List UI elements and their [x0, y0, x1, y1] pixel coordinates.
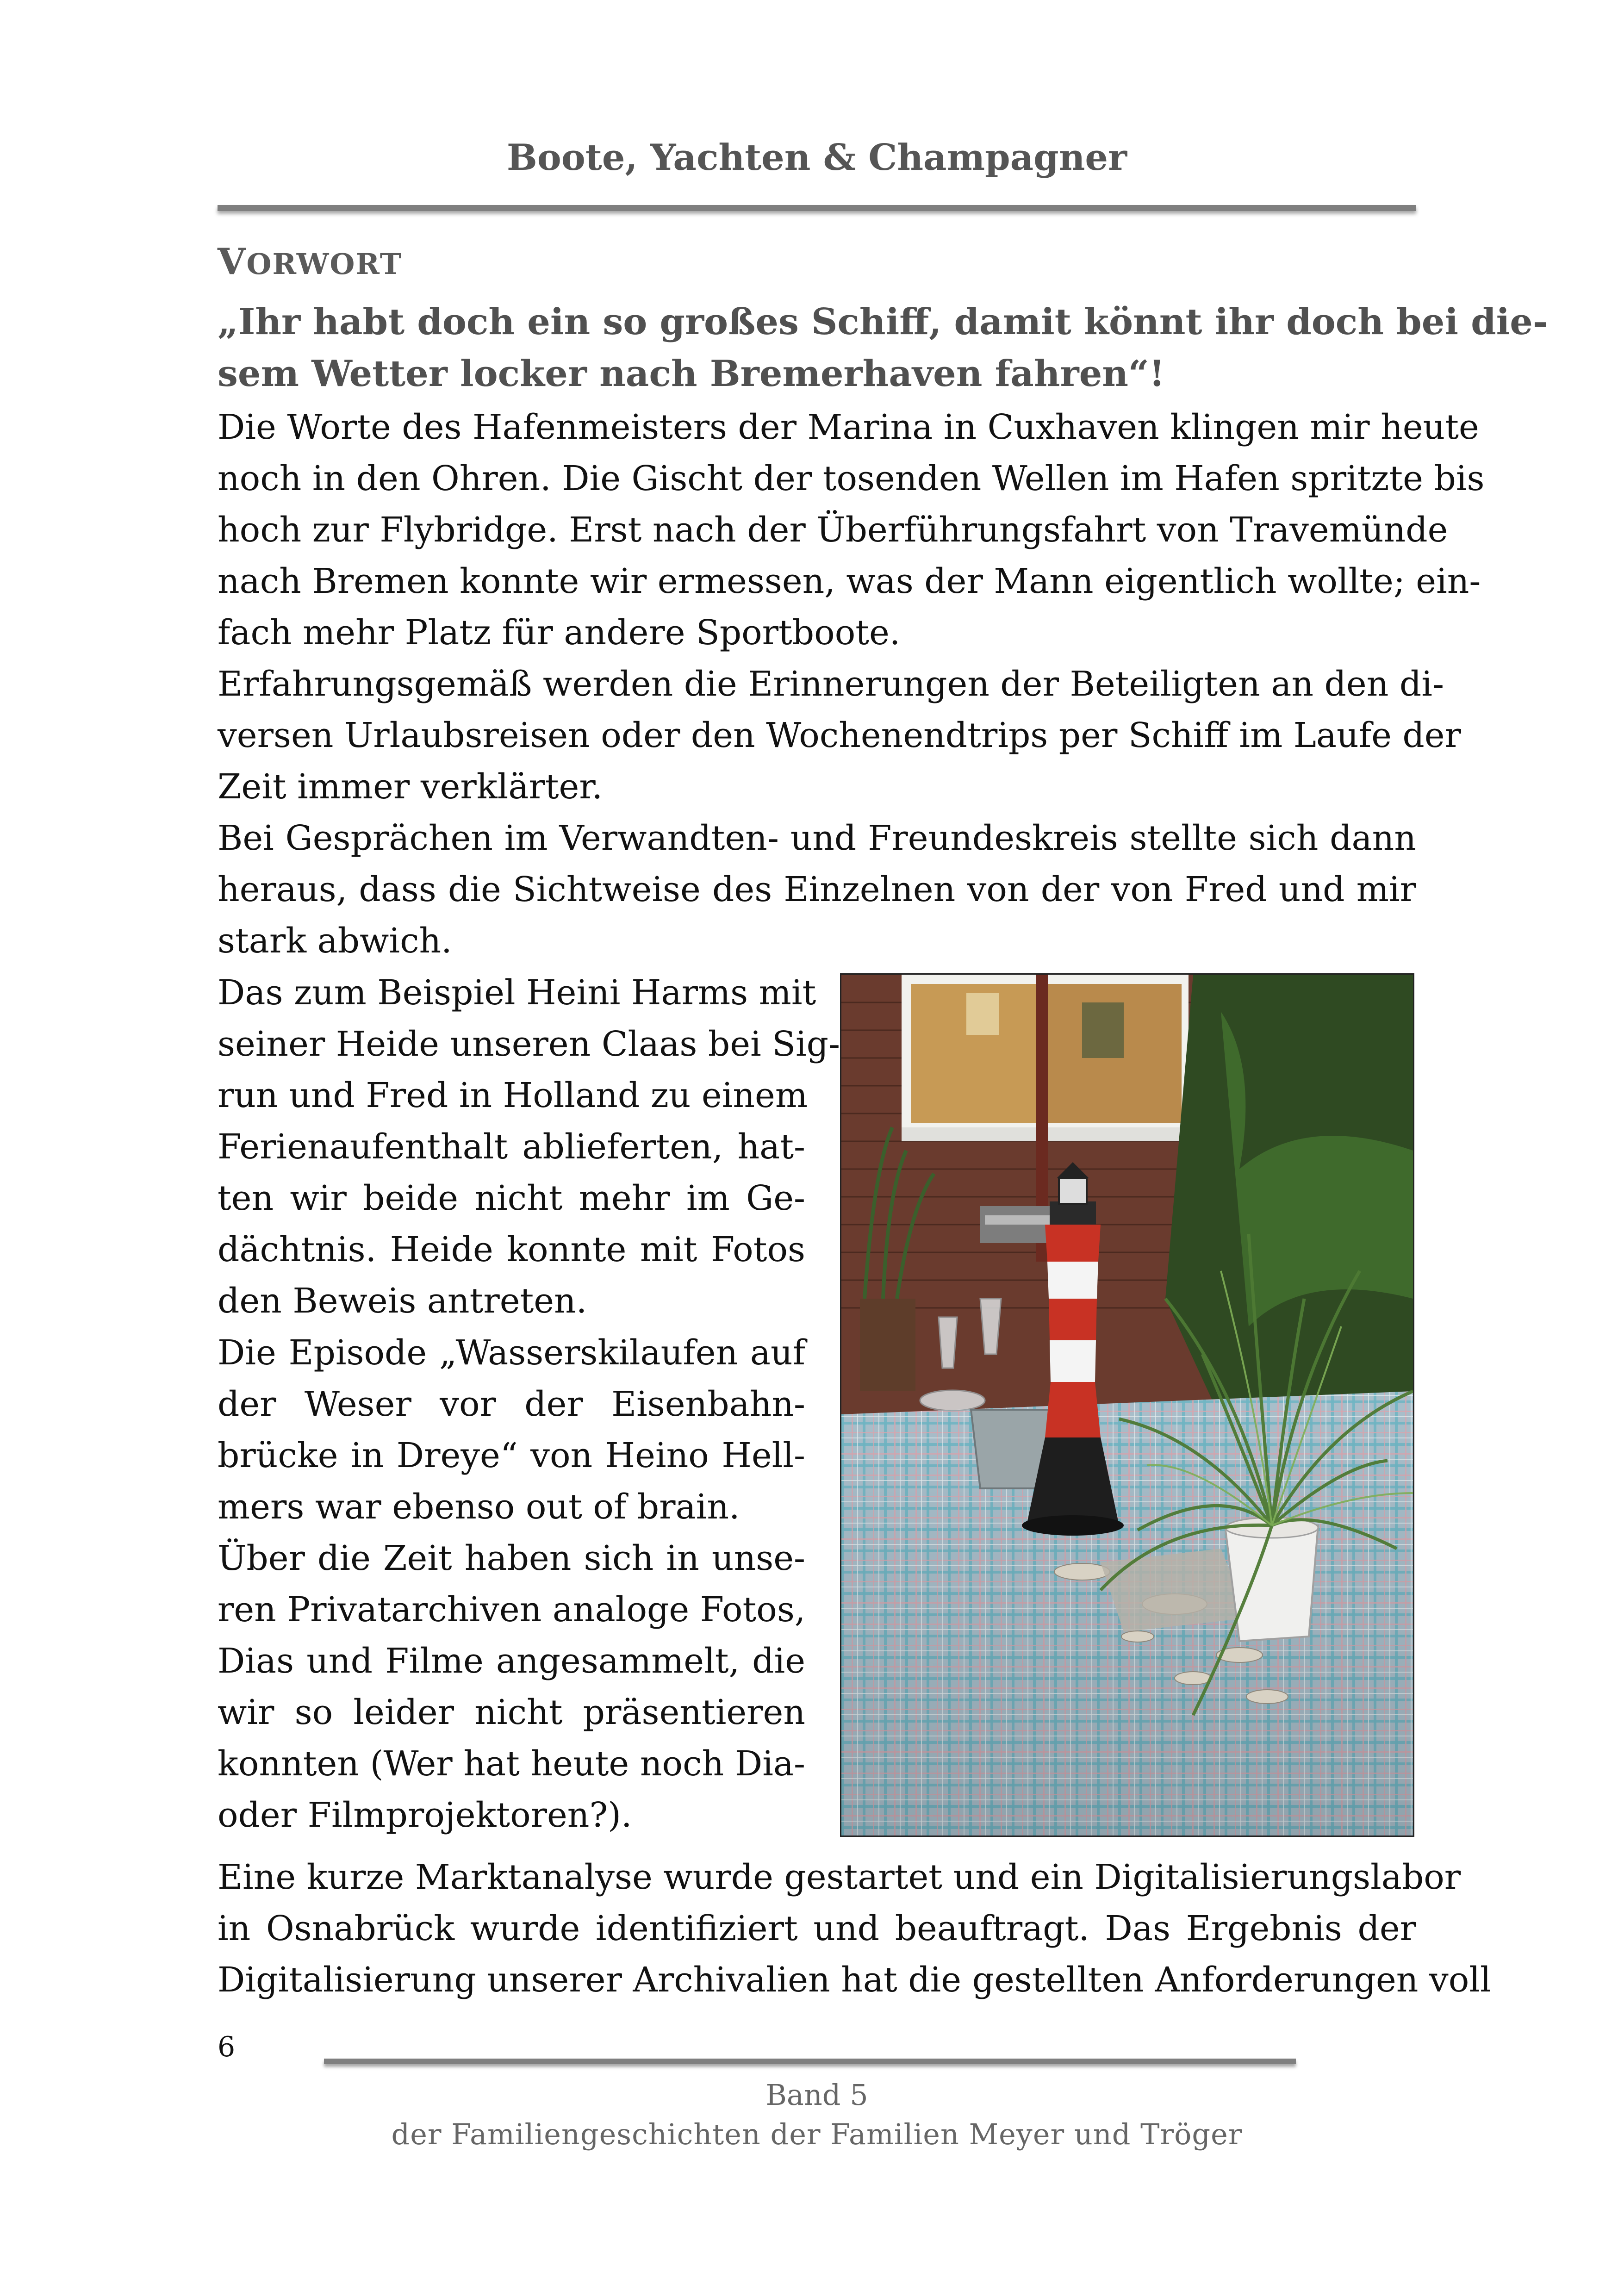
quote-line: sem Wetter locker nach Bremerhaven fahren“! [218, 353, 1165, 395]
photo-lighthouse-table [840, 973, 1414, 1837]
text-line: Erfahrungsgemäß werden die Erinnerungen der Beteiligten an den di- [218, 664, 1444, 704]
text-line: heraus, dass die Sichtweise des Einzelnen von der von Fred und mir [218, 870, 1416, 909]
footer-series-title: der Familiengeschichten der Familien Meyer und Tröger [391, 2117, 1243, 2151]
text-line: nach Bremen konnte wir ermessen, was der Mann eigentlich wollte; ein- [218, 561, 1481, 601]
paragraph-2 [218, 659, 1461, 813]
text-line: dächtnis. Heide konnte mit Fotos [218, 1230, 805, 1269]
text-line: Dias und Filme angesammelt, die [218, 1641, 805, 1681]
text-line: Bei Gesprächen im Verwandten- und Freundeskreis stellte sich dann [218, 818, 1416, 858]
text-line: brücke in Dreye“ von Heino Hell- [218, 1436, 805, 1475]
text-line: mers war ebenso out of brain. [218, 1487, 740, 1527]
paragraph-3 [218, 813, 1416, 967]
text-line: noch in den Ohren. Die Gischt der tosenden Wellen im Hafen spritzte bis [218, 459, 1485, 498]
text-line: fach mehr Platz für andere Sportboote. [218, 613, 901, 653]
text-line: hoch zur Flybridge. Erst nach der Überführungsfahrt von Travemünde [218, 510, 1448, 550]
paragraph-1 [218, 402, 1485, 659]
text-line: Ferienaufenthalt ablieferten, hat- [218, 1127, 805, 1167]
running-header-title: Boote, Yachten & Champagner [506, 137, 1127, 179]
section-heading-rest: ORWORT [246, 247, 402, 281]
paragraph-7 [218, 1852, 1491, 2006]
page-number: 6 [218, 2031, 236, 2063]
text-line: seiner Heide unseren Claas bei Sig- [218, 1024, 840, 1064]
text-line: wir so leider nicht präsentieren [218, 1692, 805, 1732]
footer-volume: Band 5 [765, 2078, 868, 2112]
text-line: der Weser vor der Eisenbahn- [218, 1384, 805, 1424]
text-line: in Osnabrück wurde identifiziert und beauftragt. Das Ergebnis der [218, 1909, 1416, 1948]
text-line: ren Privatarchiven analoge Fotos, [218, 1590, 806, 1630]
header-rule [218, 205, 1416, 211]
text-line: Zeit immer verklärter. [218, 767, 603, 807]
text-line: Die Worte des Hafenmeisters der Marina in Cuxhaven klingen mir heute [218, 407, 1479, 447]
text-line: ten wir beide nicht mehr im Ge- [218, 1178, 805, 1218]
text-line: Das zum Beispiel Heini Harms mit [218, 973, 816, 1013]
text-line: oder Filmprojektoren?). [218, 1795, 632, 1835]
paragraph-4 [218, 967, 840, 1327]
text-line: Die Episode „Wasserskilaufen auf [218, 1333, 805, 1373]
text-line: Über die Zeit haben sich in unse- [218, 1538, 805, 1578]
text-line: Eine kurze Marktanalyse wurde gestartet und ein Digitalisierungslabor [218, 1857, 1461, 1897]
text-line: konnten (Wer hat heute noch Dia- [218, 1744, 805, 1784]
section-heading-initial: V [218, 241, 247, 283]
quote-line: „Ihr habt doch ein so großes Schiff, damit könnt ihr doch bei die- [218, 301, 1548, 343]
text-line: run und Fred in Holland zu einem [218, 1076, 808, 1115]
paragraph-5 [218, 1327, 805, 1533]
paragraph-6 [218, 1533, 805, 1841]
text-line: den Beweis antreten. [218, 1281, 587, 1321]
opening-quote [218, 296, 1548, 400]
section-heading [218, 241, 402, 283]
text-line: stark abwich. [218, 921, 452, 961]
lighthouse-photo-illustration [841, 975, 1413, 1836]
text-line: versen Urlaubsreisen oder den Wochenendtrips per Schiff im Laufe der [218, 716, 1461, 755]
footer-rule [324, 2059, 1296, 2064]
text-line: Digitalisierung unserer Archivalien hat die gestellten Anforderungen voll [218, 1960, 1491, 2000]
